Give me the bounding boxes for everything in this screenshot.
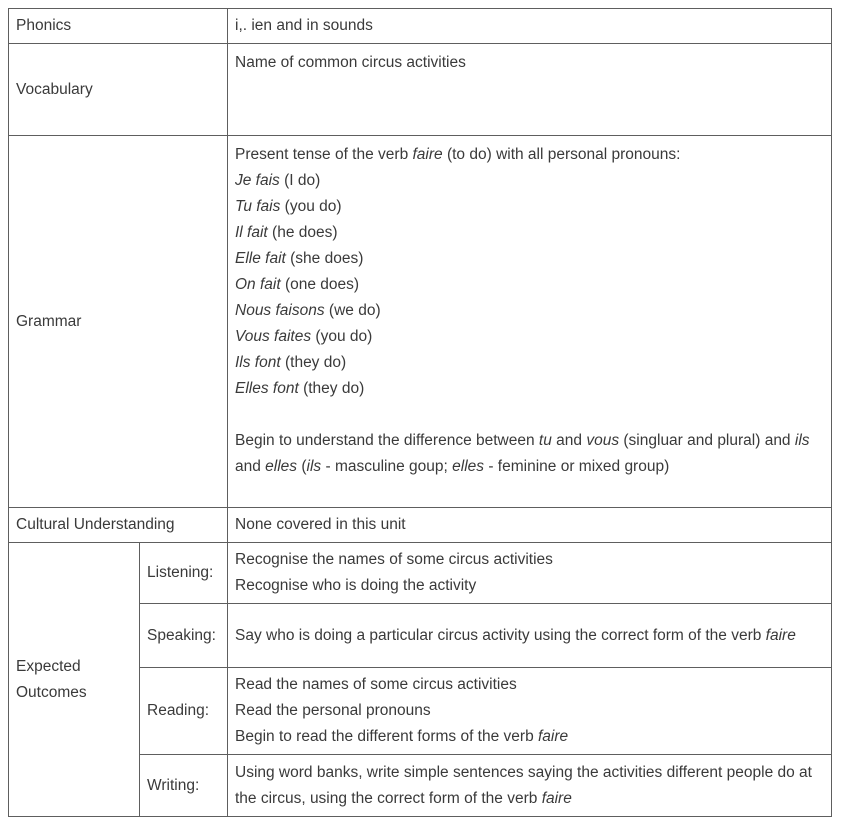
text-line: Read the names of some circus activities <box>235 676 517 693</box>
text-line: Read the personal pronouns <box>235 702 431 719</box>
text-line: Recognise the names of some circus activities <box>235 551 553 568</box>
french-phrase: On fait <box>235 276 281 293</box>
text-segment: Say who is doing a particular circus activity using the correct form of the verb <box>235 626 766 644</box>
french-term: elles <box>265 458 298 475</box>
french-phrase: Il fait <box>235 224 268 241</box>
conjugation-line <box>235 220 824 246</box>
french-phrase: Ils font <box>235 354 281 371</box>
row-grammar <box>9 136 832 508</box>
expected-outcomes-label-cell <box>9 543 140 817</box>
text-line <box>235 623 824 649</box>
text-segment: Begin to understand the difference between <box>235 432 539 449</box>
french-phrase: Elles font <box>235 380 299 397</box>
conjugation-line <box>235 194 824 220</box>
french-phrase: Je fais <box>235 172 280 189</box>
listening-label: Listening: <box>147 564 214 581</box>
text-line: Recognise who is doing the activity <box>235 577 477 594</box>
french-term: faire <box>412 146 443 163</box>
writing-label: Writing: <box>147 776 200 794</box>
text-segment: ( <box>297 458 307 475</box>
french-phrase: Elle fait <box>235 250 286 267</box>
grammar-content-cell <box>228 136 832 508</box>
text-segment: (to do) with all personal pronouns: <box>442 146 681 163</box>
french-term: vous <box>586 432 620 449</box>
french-term: faire <box>538 728 569 745</box>
french-term: elles <box>452 458 485 475</box>
text-segment: Using word banks, write simple sentences saying the activities different people do at the circus, using the correct form of the verb <box>235 763 812 807</box>
french-term: faire <box>541 789 572 807</box>
listening-content-cell <box>228 543 832 604</box>
vocabulary-label-cell <box>9 44 228 136</box>
cultural-label: Cultural Understanding <box>16 516 175 533</box>
phonics-content-cell <box>228 9 832 44</box>
french-term: faire <box>765 626 796 644</box>
text-segment: Begin to read the different forms of the verb <box>235 728 538 745</box>
english-gloss: (we do) <box>324 302 381 319</box>
reading-content-cell <box>228 668 832 755</box>
row-cultural-understanding <box>9 508 832 543</box>
text-segment: (singluar and plural) and <box>619 432 795 449</box>
text-line <box>235 760 824 812</box>
speaking-content-cell <box>228 604 832 668</box>
grammar-label: Grammar <box>16 312 82 330</box>
english-gloss: (they do) <box>298 380 365 397</box>
text-segment: - feminine or mixed group) <box>484 458 670 475</box>
writing-content-cell <box>228 755 832 817</box>
french-phrase: Tu fais <box>235 198 281 215</box>
conjugation-line <box>235 298 824 324</box>
conjugation-line <box>235 272 824 298</box>
french-term: ils <box>306 458 322 475</box>
text-segment: Present tense of the verb <box>235 146 413 163</box>
vocabulary-content-cell <box>228 44 832 136</box>
english-gloss: (she does) <box>285 250 364 267</box>
writing-label-cell <box>140 755 228 817</box>
conjugation-line <box>235 324 824 350</box>
english-gloss: (you do) <box>280 198 342 215</box>
english-gloss: (I do) <box>279 172 321 189</box>
french-phrase: Nous faisons <box>235 302 325 319</box>
reading-label-cell <box>140 668 228 755</box>
french-phrase: Vous faites <box>235 328 312 345</box>
cultural-content-cell <box>228 508 832 543</box>
row-phonics <box>9 9 832 44</box>
english-gloss: (he does) <box>267 224 338 241</box>
conjugation-line <box>235 246 824 272</box>
listening-label-cell <box>140 543 228 604</box>
text-segment: and <box>551 432 587 449</box>
speaking-label-cell <box>140 604 228 668</box>
cultural-label-cell <box>9 508 228 543</box>
phonics-label: Phonics <box>16 17 72 34</box>
speaking-label: Speaking: <box>147 626 216 644</box>
english-gloss: (one does) <box>280 276 360 293</box>
row-outcome-listening <box>9 543 832 604</box>
conjugation-line <box>235 376 824 402</box>
text-segment: and <box>235 458 266 475</box>
french-term: ils <box>794 432 810 449</box>
grammar-note-paragraph <box>235 428 824 480</box>
text-segment: - masculine goup; <box>321 458 453 475</box>
conjugation-line <box>235 168 824 194</box>
english-gloss: (they do) <box>280 354 347 371</box>
grammar-label-cell <box>9 136 228 508</box>
phonics-label-cell <box>9 9 228 44</box>
english-gloss: (you do) <box>311 328 373 345</box>
french-term: tu <box>538 432 552 449</box>
text-line <box>235 724 824 750</box>
row-vocabulary <box>9 44 832 136</box>
expected-outcomes-label: Expected Outcomes <box>16 657 87 701</box>
phonics-text: i,. ien and in sounds <box>235 17 373 34</box>
curriculum-table <box>8 8 832 817</box>
grammar-intro-line <box>235 142 824 168</box>
conjugation-line <box>235 350 824 376</box>
vocabulary-label: Vocabulary <box>16 80 93 98</box>
cultural-text: None covered in this unit <box>235 516 406 533</box>
vocabulary-text: Name of common circus activities <box>235 54 466 71</box>
reading-label: Reading: <box>147 702 210 719</box>
